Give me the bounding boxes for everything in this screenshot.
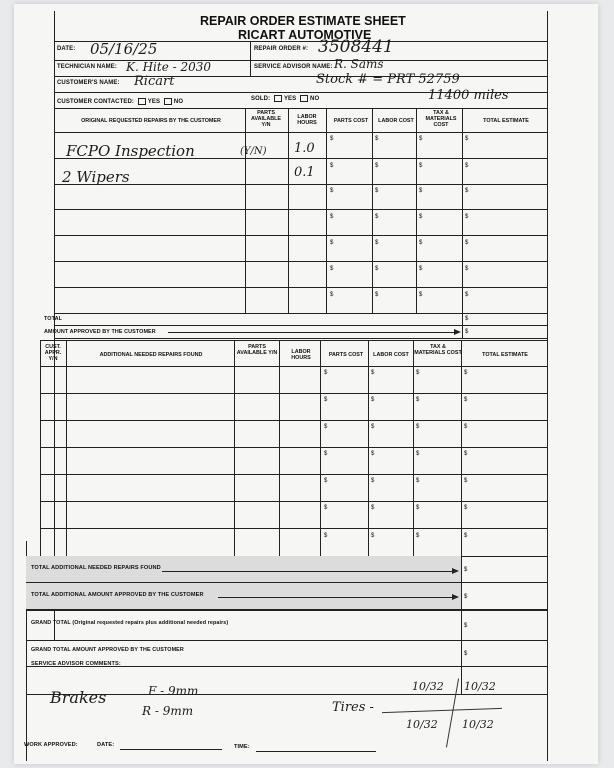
totals-line-bold <box>26 609 547 611</box>
service-advisor-value[interactable]: R. Sams <box>334 57 384 71</box>
dollar-sign: $ <box>416 505 420 511</box>
t1-row-line <box>54 287 547 288</box>
row1-parts[interactable]: (Y/N) <box>240 146 267 157</box>
dollar-sign: $ <box>464 594 468 600</box>
date-approved-label: DATE: <box>97 742 115 748</box>
t1-row-line <box>54 261 547 262</box>
dollar-sign: $ <box>371 424 375 430</box>
t2-row-line <box>40 474 547 475</box>
row1-hours[interactable]: 1.0 <box>294 141 315 156</box>
t2-row-line <box>40 393 547 394</box>
header-divider <box>250 41 251 76</box>
sheet-title: REPAIR ORDER ESTIMATE SHEET <box>200 14 406 28</box>
totals-line <box>26 582 547 583</box>
dollar-sign: $ <box>375 188 379 194</box>
t2-row-line <box>40 528 547 529</box>
dollar-sign: $ <box>465 240 469 246</box>
dollar-sign: $ <box>324 451 328 457</box>
t1-total-line <box>54 325 547 326</box>
dollar-sign: $ <box>324 505 328 511</box>
sold-field <box>251 95 319 102</box>
dollar-sign: $ <box>416 451 420 457</box>
tire-cross-line <box>446 678 459 747</box>
t1-approved-line <box>54 338 547 339</box>
arrow-line <box>162 571 454 572</box>
stock-number[interactable]: Stock # = PRT 52759 <box>316 72 460 87</box>
dollar-sign: $ <box>464 424 468 430</box>
t1-col-labor: LABOR HOURS <box>297 114 317 126</box>
t2-v0 <box>40 340 41 556</box>
tire-front-left[interactable]: 10/32 <box>412 680 444 693</box>
tire-rear-left[interactable]: 10/32 <box>406 718 438 731</box>
dollar-sign: $ <box>464 397 468 403</box>
header-line-3 <box>54 76 547 77</box>
t2-col-total: TOTAL ESTIMATE <box>482 352 528 358</box>
t2-col-parts: PARTS AVAILABLE Y/N <box>236 344 278 356</box>
date-value[interactable]: 05/16/25 <box>90 40 158 58</box>
t1-top <box>54 108 547 109</box>
amount-approved-label: AMOUNT APPROVED BY THE CUSTOMER <box>44 329 156 335</box>
dollar-sign: $ <box>419 188 423 194</box>
comment-brakes-rear[interactable]: R - 9mm <box>142 704 194 718</box>
dollar-sign: $ <box>465 316 469 322</box>
frame-left <box>54 11 55 641</box>
t1-col-parts-cost: PARTS COST <box>333 118 369 124</box>
t2-col-labor-cost: LABOR COST <box>373 352 409 358</box>
dollar-sign: $ <box>465 329 469 335</box>
sold-yes-label: YES <box>283 96 297 103</box>
t2-v1 <box>66 340 67 556</box>
t1-col-total: TOTAL ESTIMATE <box>483 118 529 124</box>
dollar-sign: $ <box>465 136 469 142</box>
dollar-sign: $ <box>330 214 334 220</box>
dollar-sign: $ <box>330 266 334 272</box>
time-approved-underline[interactable] <box>256 751 376 752</box>
comment-brakes[interactable]: Brakes <box>50 688 107 707</box>
dollar-sign: $ <box>464 533 468 539</box>
sold-yes-checkbox[interactable] <box>274 95 282 102</box>
technician-label: TECHNICIAN NAME: <box>57 64 117 70</box>
time-approved-label: TIME: <box>234 744 250 750</box>
dollar-sign: $ <box>375 136 379 142</box>
t2-v2 <box>234 340 235 556</box>
t2-row-line <box>40 447 547 448</box>
contacted-yes-label: YES <box>147 99 161 106</box>
dollar-sign: $ <box>464 451 468 457</box>
arrow-head <box>452 568 459 574</box>
comment-tires[interactable]: Tires - <box>332 700 374 715</box>
service-advisor-label: SERVICE ADVISOR NAME: <box>254 64 333 70</box>
dollar-sign: $ <box>465 163 469 169</box>
tire-cross-line <box>382 708 502 713</box>
t1-v6 <box>462 108 463 338</box>
dollar-sign: $ <box>375 292 379 298</box>
row2-hours[interactable]: 0.1 <box>294 165 315 180</box>
dollar-sign: $ <box>464 478 468 484</box>
work-approved-label: WORK APPROVED: <box>24 742 78 748</box>
t2-v3 <box>279 340 280 556</box>
dollar-sign: $ <box>464 567 468 573</box>
t2-row-line <box>40 420 547 421</box>
t1-col-labor-cost: LABOR COST <box>378 118 414 124</box>
arrow-head <box>452 594 459 600</box>
dollar-sign: $ <box>419 266 423 272</box>
customer-contacted-text: CUSTOMER CONTACTED: <box>57 99 135 106</box>
tire-rear-right[interactable]: 10/32 <box>462 718 494 731</box>
t1-row-line <box>54 235 547 236</box>
t1-v4 <box>372 108 373 313</box>
t1-row-line <box>54 209 547 210</box>
total-label: TOTAL <box>44 316 62 322</box>
dollar-sign: $ <box>371 505 375 511</box>
sold-no-label: NO <box>310 96 320 103</box>
dollar-sign: $ <box>371 478 375 484</box>
arrow-line <box>168 332 456 333</box>
t2-v6 <box>413 340 414 556</box>
grand-total-line <box>26 640 547 641</box>
customer-label: CUSTOMER'S NAME: <box>57 80 120 86</box>
t2-header-bottom <box>40 366 547 367</box>
t2-col-tax: TAX & MATERIALS COST <box>414 344 462 356</box>
dollar-sign: $ <box>324 370 328 376</box>
grand-total-approved-label: GRAND TOTAL AMOUNT APPROVED BY THE CUSTOMER <box>31 647 184 653</box>
dollar-sign: $ <box>324 533 328 539</box>
contacted-yes-checkbox[interactable] <box>138 98 146 105</box>
dollar-sign: $ <box>324 397 328 403</box>
dollar-sign: $ <box>330 136 334 142</box>
dollar-sign: $ <box>330 292 334 298</box>
t2-top <box>40 340 547 341</box>
sold-label: SOLD: <box>251 96 271 103</box>
repair-order-value[interactable]: 3508441 <box>318 37 394 57</box>
t2-v4 <box>320 340 321 556</box>
t1-col-repairs: ORIGINAL REQUESTED REPAIRS BY THE CUSTOMER <box>81 118 221 124</box>
dollar-sign: $ <box>419 292 423 298</box>
sold-no-checkbox[interactable] <box>300 95 308 102</box>
company-name: RICART AUTOMOTIVE <box>238 28 372 42</box>
row1-repair[interactable]: FCPO Inspection <box>66 142 195 160</box>
arrow-line <box>218 597 454 598</box>
t1-header-bottom <box>54 132 547 133</box>
t2-col-parts-cost: PARTS COST <box>328 352 364 358</box>
dollar-sign: $ <box>464 623 468 629</box>
date-label: DATE: <box>57 46 76 52</box>
dollar-sign: $ <box>324 478 328 484</box>
customer-value[interactable]: Ricart <box>134 74 175 89</box>
dollar-sign: $ <box>464 505 468 511</box>
t1-row-line <box>54 313 547 314</box>
dollar-sign: $ <box>324 424 328 430</box>
arrow-head <box>454 329 461 335</box>
dollar-sign: $ <box>465 188 469 194</box>
dollar-sign: $ <box>419 163 423 169</box>
mileage[interactable]: 11400 miles <box>428 88 509 103</box>
dollar-sign: $ <box>465 292 469 298</box>
dollar-sign: $ <box>416 533 420 539</box>
t2-row-line <box>40 501 547 502</box>
dollar-sign: $ <box>465 214 469 220</box>
dollar-sign: $ <box>371 533 375 539</box>
advisor-comments-label: SERVICE ADVISOR COMMENTS: <box>31 661 121 667</box>
dollar-sign: $ <box>330 188 334 194</box>
dollar-sign: $ <box>416 424 420 430</box>
t1-v5 <box>416 108 417 313</box>
customer-contacted-label <box>57 98 183 105</box>
dollar-sign: $ <box>416 397 420 403</box>
date-approved-underline[interactable] <box>120 749 222 750</box>
contacted-no-checkbox[interactable] <box>164 98 172 105</box>
dollar-sign: $ <box>375 240 379 246</box>
t1-col-parts: PARTS AVAILABLE Y/N <box>250 110 282 128</box>
t2-col-repairs: ADDITIONAL NEEDED REPAIRS FOUND <box>99 352 203 358</box>
dollar-sign: $ <box>464 370 468 376</box>
dollar-sign: $ <box>464 651 468 657</box>
t2-col-appr: CUST. APPR. Y/N <box>44 344 62 362</box>
dollar-sign: $ <box>419 136 423 142</box>
row2-repair[interactable]: 2 Wipers <box>62 168 130 186</box>
t1-v3 <box>326 108 327 313</box>
dollar-sign: $ <box>371 397 375 403</box>
dollar-sign: $ <box>416 478 420 484</box>
contacted-no-label: NO <box>173 99 184 106</box>
repair-order-label: REPAIR ORDER #: <box>254 46 309 52</box>
t1-col-tax: TAX & MATERIALS COST <box>425 110 457 128</box>
t2-v5 <box>368 340 369 556</box>
dollar-sign: $ <box>375 214 379 220</box>
estimate-sheet <box>14 4 598 764</box>
dollar-sign: $ <box>330 240 334 246</box>
dollar-sign: $ <box>371 451 375 457</box>
technician-value[interactable]: K. Hite - 2030 <box>126 60 212 74</box>
t2-col-labor: LABOR HOURS <box>291 349 311 361</box>
frame-right <box>547 11 548 761</box>
dollar-sign: $ <box>330 163 334 169</box>
t1-v1 <box>245 108 246 313</box>
total-additional-label: TOTAL ADDITIONAL NEEDED REPAIRS FOUND <box>31 565 161 571</box>
dollar-sign: $ <box>419 240 423 246</box>
t1-v2 <box>288 108 289 313</box>
dollar-sign: $ <box>371 370 375 376</box>
dollar-sign: $ <box>419 214 423 220</box>
dollar-sign: $ <box>416 370 420 376</box>
tire-front-right[interactable]: 10/32 <box>464 680 496 693</box>
dollar-sign: $ <box>465 266 469 272</box>
dollar-sign: $ <box>375 163 379 169</box>
dollar-sign: $ <box>375 266 379 272</box>
total-additional-approved-label: TOTAL ADDITIONAL AMOUNT APPROVED BY THE CUSTOMER <box>31 592 204 598</box>
grand-total-label: GRAND TOTAL (Original requested repairs plus additional needed repairs) <box>31 620 229 626</box>
comment-brakes-front[interactable]: F - 9mm <box>148 684 199 698</box>
